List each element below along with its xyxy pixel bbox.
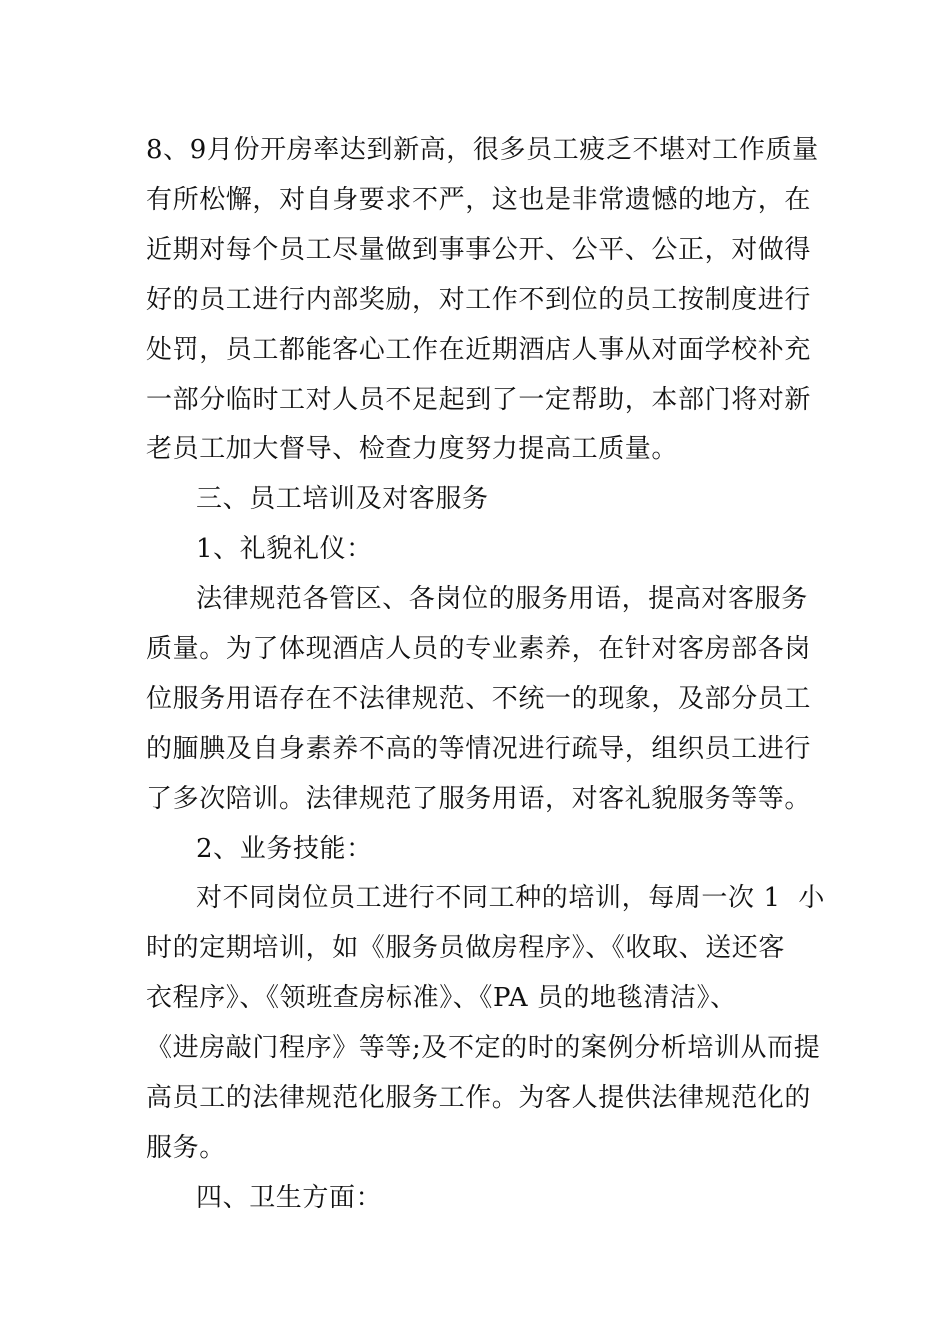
body-text-line: 服务。 xyxy=(146,1133,226,1163)
body-text-line: 时的定期培训，如《服务员做房程序》、《收取、送还客 xyxy=(146,933,786,963)
body-text-line: 高员工的法律规范化服务工作。为客人提供法律规范化的 xyxy=(146,1083,812,1113)
body-text-line: 《进房敲门程序》等等;及不定的时的案例分析培训从而提 xyxy=(146,1033,821,1063)
body-text-line: 好的员工进行内部奖励，对工作不到位的员工按制度进行 xyxy=(146,285,812,315)
body-text-line: 一部分临时工对人员不足起到了一定帮助，本部门将对新 xyxy=(146,385,812,415)
body-text-line: 法律规范各管区、各岗位的服务用语，提高对客服务 xyxy=(196,584,808,614)
body-text-line: 质量。为了体现酒店人员的专业素养，在针对客房部各岗 xyxy=(146,634,812,664)
body-text-line: 处罚，员工都能客心工作在近期酒店人事从对面学校补充 xyxy=(146,335,812,365)
body-text-line: 有所松懈，对自身要求不严，这也是非常遗憾的地方，在 xyxy=(146,185,812,215)
body-text-line: 对不同岗位员工进行不同工种的培训，每周一次 1 小 xyxy=(196,883,825,913)
body-text-line: 位服务用语存在不法律规范、不统一的现象，及部分员工 xyxy=(146,684,812,714)
section-heading: 三、员工培训及对客服务 xyxy=(196,484,489,514)
subsection-heading: 2、业务技能： xyxy=(196,834,373,864)
body-text-line: 8、9月份开房率达到新高，很多员工疲乏不堪对工作质量 xyxy=(146,135,819,165)
section-heading: 四、卫生方面： xyxy=(196,1183,383,1213)
body-text-line: 老员工加大督导、检查力度努力提高工质量。 xyxy=(146,434,679,464)
body-text-line: 衣程序》、《领班查房标准》、《PA 员的地毯清洁》、 xyxy=(146,983,737,1013)
body-text-line: 的腼腆及自身素养不高的等情况进行疏导，组织员工进行 xyxy=(146,734,812,764)
body-text-line: 了多次陪训。法律规范了服务用语，对客礼貌服务等等。 xyxy=(146,784,812,814)
subsection-heading: 1、礼貌礼仪： xyxy=(196,534,373,564)
body-text-line: 近期对每个员工尽量做到事事公开、公平、公正，对做得 xyxy=(146,235,812,265)
